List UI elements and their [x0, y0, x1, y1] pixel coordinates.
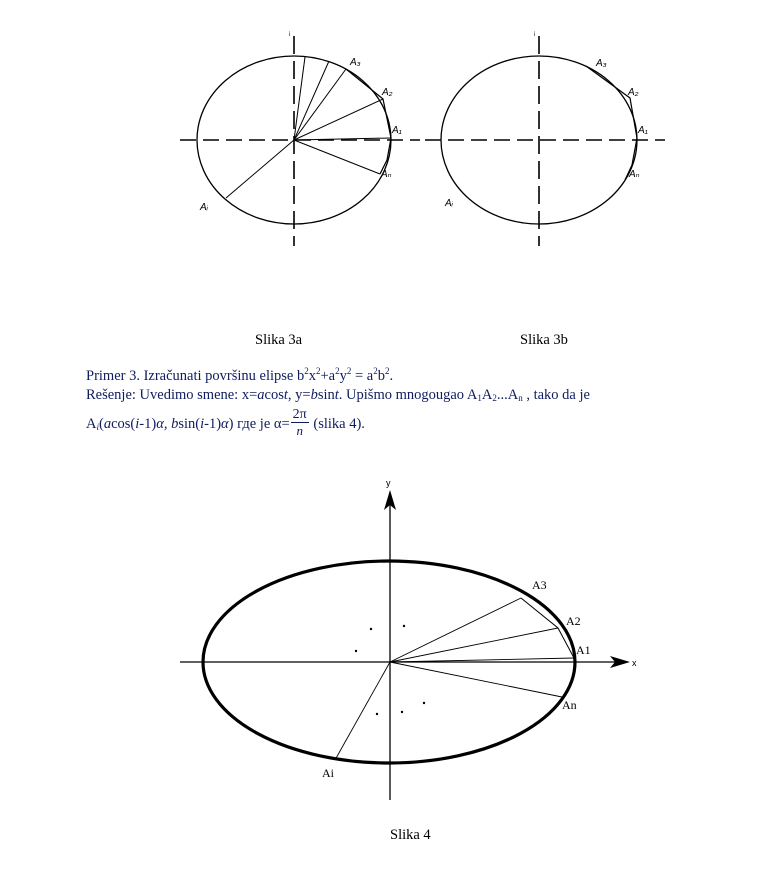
- label-an-4: An: [562, 698, 577, 712]
- label-ai-4: Ai: [322, 766, 334, 780]
- label-a1-4: A1: [576, 643, 591, 657]
- figure-3b: [425, 32, 665, 246]
- polygon-3a: [346, 69, 391, 174]
- alpha-fraction: $\frac{2\pi}{n}$: [292, 407, 307, 438]
- label-a3-3a: A₃: [350, 57, 361, 68]
- radii-4: [335, 598, 574, 760]
- primer-line-2: Rešenje: Uvedimo smene: x=acost, y=bsint. Upišmo mnogougao $A_1A_2...A_n$ , tako da je: [86, 387, 590, 403]
- caption-slika-3b: Slika 3b: [520, 332, 568, 348]
- caption-slika-4: Slika 4: [390, 827, 431, 843]
- caption-slika-3a: Slika 3a: [255, 332, 303, 348]
- axis-label-3a: i: [289, 32, 291, 38]
- label-an-3b: Aₙ: [629, 169, 640, 180]
- figure-3a: [180, 32, 420, 246]
- primer-line-3: $A_i(acos(i-1)\alpha$, bsin(i-1)α) где je α= $\frac{2\pi}{n}$ (slika 4).: [86, 407, 365, 438]
- label-a2-3a: A₂: [382, 87, 393, 98]
- label-a3-3b: A₃: [596, 58, 607, 69]
- x-axis-label-4: x: [632, 658, 637, 668]
- label-a1-3b: A₁: [638, 125, 648, 136]
- label-a2-4: A2: [566, 614, 581, 628]
- primer-line-1: Primer 3. Izračunati površinu elipse $b^2x^2+a^2y^2 = a^2b^2$.: [86, 366, 394, 384]
- label-ai-3b: Aᵢ: [445, 198, 453, 209]
- radii-3a: [226, 57, 391, 198]
- label-a1-3a: A₁: [392, 125, 402, 136]
- y-axis-label-4: y: [386, 478, 391, 488]
- label-ai-3a: Aᵢ: [200, 202, 208, 213]
- label-a3-4: A3: [532, 578, 547, 592]
- label-an-3a: Aₙ: [381, 169, 392, 180]
- label-a2-3b: A₂: [628, 87, 639, 98]
- primer-3-text: [86, 367, 746, 440]
- axis-label-3b: i: [534, 32, 536, 38]
- figure-4: [180, 478, 637, 800]
